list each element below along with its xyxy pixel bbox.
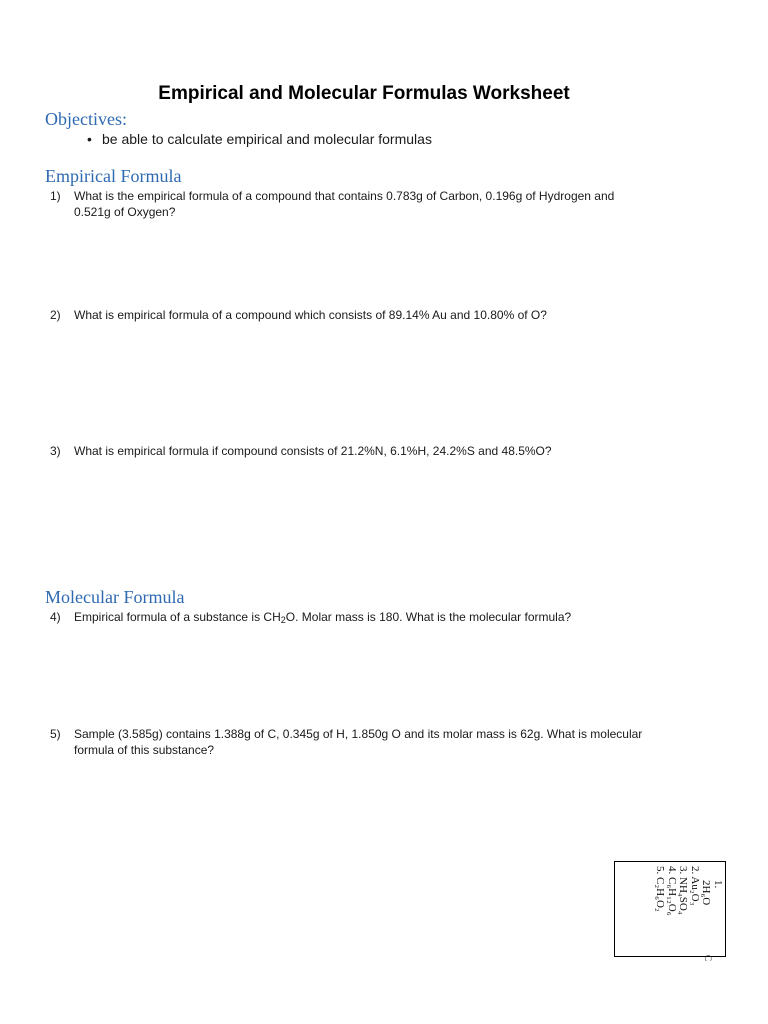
question-3 [50,443,650,459]
question-text [74,609,650,625]
objectives-heading: Objectives: [45,109,127,129]
subscript: 2 [280,615,286,625]
answer-line: 1. [712,880,724,889]
bullet-icon: • [87,131,92,147]
question-text: What is empirical formula if compound consists of 21.2%N, 6.1%H, 24.2%S and 48.5%O? [74,444,552,458]
question-text-before: Empirical formula of a substance is CH [74,610,281,624]
question-text-after: O. Molar mass is 180. What is the molecular formula? [285,610,572,624]
question-number: 4) [50,610,61,624]
answer-line: 4. C₆H₁₂O₆ [666,866,678,916]
answer-line: 2H₆O [700,880,713,906]
question-5 [50,726,650,758]
answer-key-box [614,861,726,957]
answer-line: 3. NH₄SO₄ [677,866,690,915]
question-4 [50,609,650,625]
answer-line: 5. C₂H₆O₂ [654,866,667,912]
question-number: 1) [50,189,61,203]
stray-letter: C [703,954,714,962]
question-number: 3) [50,444,61,458]
question-text: Sample (3.585g) contains 1.388g of C, 0.345g of H, 1.850g O and its molar mass is 62g. What is molecular formula of this substance? [74,727,643,757]
page-title: Empirical and Molecular Formulas Worksheet [158,83,570,104]
question-number: 2) [50,308,61,322]
molecular-formula-heading: Molecular Formula [45,587,185,607]
question-text: What is empirical formula of a compound which consists of 89.14% Au and 10.80% of O? [74,308,547,322]
question-2 [50,307,650,323]
question-number: 5) [50,727,61,741]
question-text: What is the empirical formula of a compound that contains 0.783g of Carbon, 0.196g of Hydrogen and 0.521g of Oxygen? [74,189,615,219]
question-1 [50,188,650,220]
answer-key-rotated [615,866,723,956]
objective-item: be able to calculate empirical and molecular formulas [102,131,432,147]
answer-line: 2. Au₂O₃ [689,866,701,906]
empirical-formula-heading: Empirical Formula [45,166,182,186]
